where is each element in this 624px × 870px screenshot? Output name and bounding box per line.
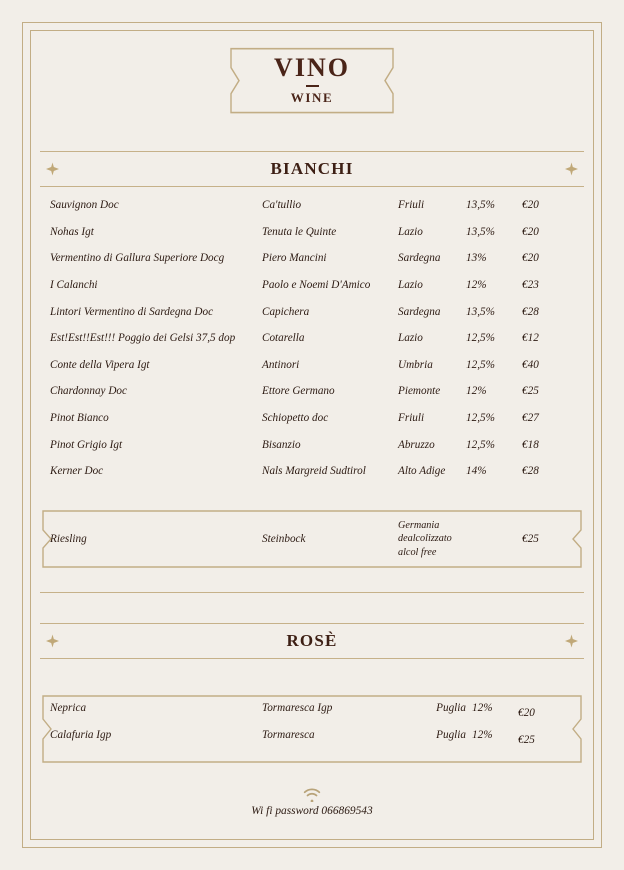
wine-abv: 12,5% [466,412,495,425]
wine-producer: Ca'tullio [262,199,302,212]
table-row [40,279,584,306]
wine-name: Est!Est!!Est!!! Poggio dei Gelsi 37,5 dop [50,332,236,345]
region-line: alcol free [398,546,437,558]
wine-region: Puglia [436,701,466,714]
wine-region: Umbria [398,358,433,371]
wine-region: Alto Adige [398,465,446,478]
wine-name: Chardonnay Doc [50,385,127,398]
wine-price: €25 [522,532,539,545]
wine-name: Pinot Grigio Igt [50,438,123,451]
wine-name: I Calanchi [50,279,98,292]
wine-producer: Capichera [262,305,310,318]
wine-producer: Tormaresca [262,728,315,741]
wifi-password-text: Wi fi password 066869543 [251,804,373,817]
featured-wine-box [40,508,584,570]
wine-abv: 12,5% [466,358,495,371]
wine-name: Conte della Vipera Igt [50,358,150,371]
wine-name: Kerner Doc [50,465,104,478]
wine-price: €25 [522,385,539,398]
wine-price: €25 [518,733,535,746]
wine-abv: 12,5% [466,332,495,345]
wine-abv: 12% [472,728,493,741]
wine-region: Lazio [398,279,423,292]
wine-list-bianchi [40,199,584,492]
table-row [40,517,584,561]
wine-producer: Piero Mancini [262,252,327,265]
wine-name: Sauvignon Doc [50,199,119,212]
section-header-bianchi [40,151,584,187]
wine-price: €20 [522,252,539,265]
wine-producer: Ettore Germano [262,385,335,398]
table-row [40,226,584,253]
wine-producer: Tormaresca Igp [262,701,333,714]
wine-price: €18 [522,438,539,451]
wine-region: Sardegna [398,252,441,265]
wine-price: €27 [522,412,539,425]
wine-name: Neprica [50,701,87,714]
table-row [40,439,584,466]
page-subtitle: WINE [290,90,334,106]
wine-region: Abruzzo [398,438,435,451]
wine-name: Lintori Vermentino di Sardegna Doc [50,305,214,318]
wine-abv: 13,5% [466,305,495,318]
wine-region-stacked [398,519,466,559]
page-title: VINO [274,53,350,82]
wine-region: Sardegna [398,305,441,318]
wine-price: €28 [522,305,539,318]
wine-abv: 14% [466,465,487,478]
wine-region: Lazio [398,332,423,345]
section-title-bianchi: BIANCHI [270,159,354,179]
wine-name: Nohas Igt [50,225,94,238]
wine-producer: Tenuta le Quinte [262,225,337,238]
menu-title-area [40,38,584,117]
menu-footer [40,787,584,817]
wine-price: €23 [522,279,539,292]
wine-region: Lazio [398,225,423,238]
section-title-rose: ROSÈ [286,630,338,650]
fleuron-icon [565,634,578,647]
title-divider-dash [306,85,319,87]
title-badge [227,44,397,117]
table-row [40,359,584,386]
wine-name: Riesling [50,532,87,545]
menu-content [40,38,584,832]
wine-producer: Cotarella [262,332,305,345]
table-row [40,729,584,756]
wine-list-rose [40,693,584,765]
wine-region: Friuli [398,199,425,212]
wine-abv: 12,5% [466,438,495,451]
table-row [40,702,584,729]
region-line: Germania [398,519,440,531]
wine-price: €20 [522,225,539,238]
fleuron-icon [46,163,59,176]
wine-region: Puglia [436,728,466,741]
wine-region: Friuli [398,412,425,425]
region-line: dealcolizzato [398,533,452,545]
wine-name: Vermentino di Gallura Superiore Docg [50,252,225,265]
table-row [40,332,584,359]
wine-price: €20 [522,199,539,212]
wine-producer: Schiopetto doc [262,412,329,425]
wine-producer: Paolo e Noemi D'Amico [262,279,371,292]
section-header-rose [40,623,584,659]
table-row [40,412,584,439]
wine-region: Piemonte [398,385,441,398]
wine-abv: 12% [472,701,493,714]
table-row [40,385,584,412]
table-row [40,199,584,226]
wine-producer: Nals Margreid Sudtirol [262,465,366,478]
wine-price: €28 [522,465,539,478]
wine-abv: 12% [466,279,487,292]
wine-price: €12 [522,332,539,345]
wifi-icon [302,787,322,802]
wine-producer: Bisanzio [262,438,301,451]
wine-producer: Antinori [262,358,300,371]
table-row [40,252,584,279]
wine-abv: 12% [466,385,487,398]
fleuron-icon [46,634,59,647]
table-row [40,465,584,492]
spacer [40,593,584,623]
wine-producer: Steinbock [262,532,306,545]
wine-abv: 13,5% [466,225,495,238]
wine-price: €40 [522,358,539,371]
fleuron-icon [565,163,578,176]
table-row [40,306,584,333]
wine-abv: 13,5% [466,199,495,212]
wine-name: Pinot Bianco [50,412,109,425]
wine-price: €20 [518,706,535,719]
wine-abv: 13% [466,252,487,265]
wine-name: Calafuria Igp [50,728,112,741]
